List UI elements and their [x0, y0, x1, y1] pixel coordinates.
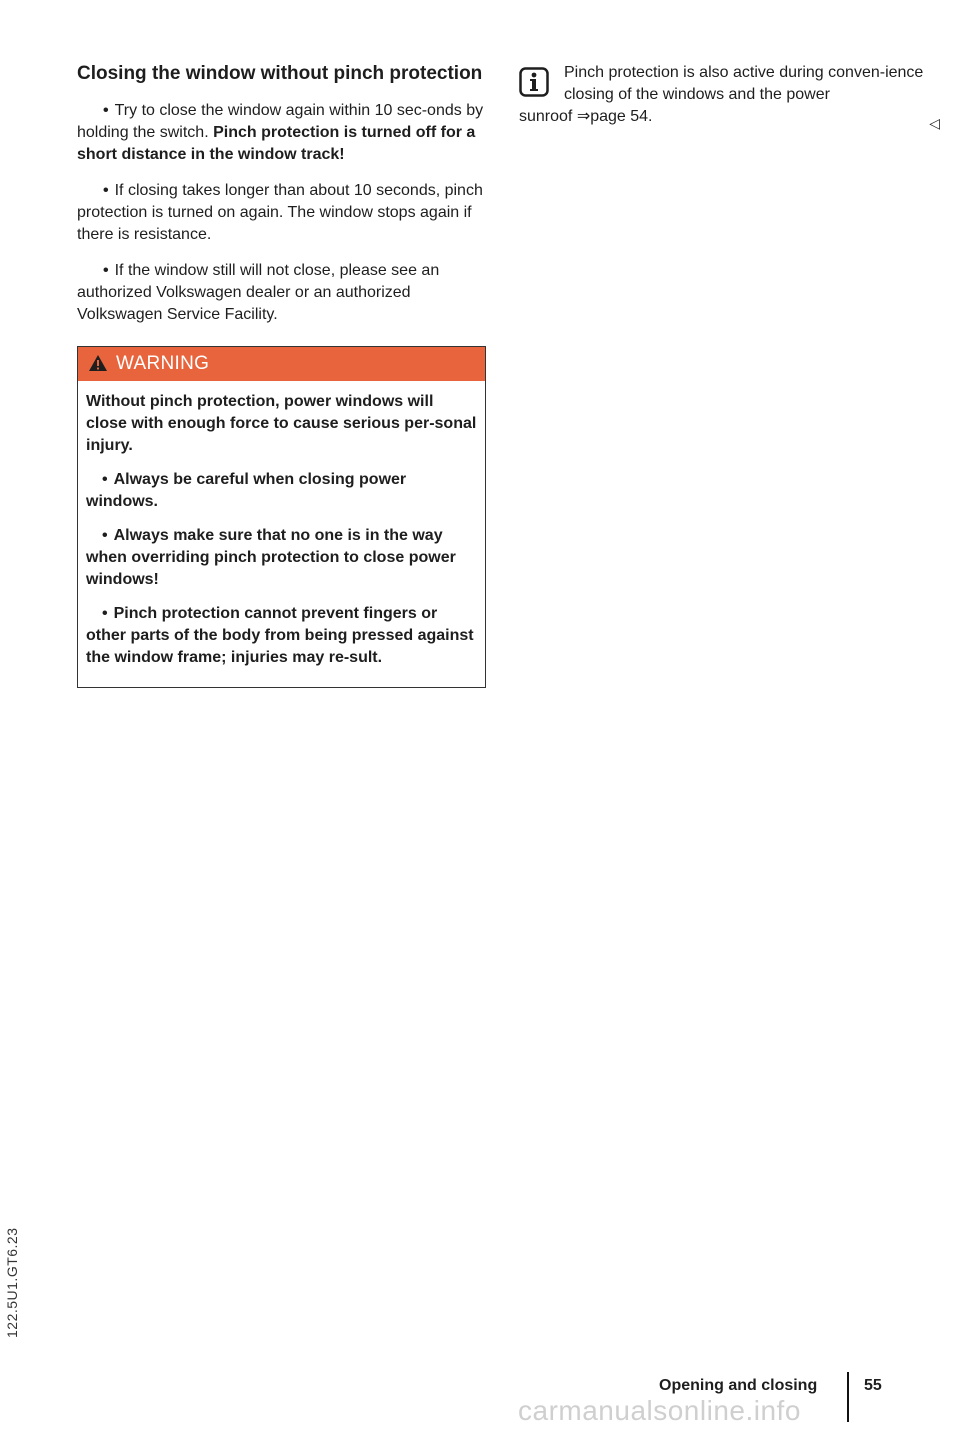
page-number: 55 [864, 1377, 882, 1394]
bullet-text: If closing takes longer than about 10 seconds, pinch protection is turned on again. The window stops again if there is resistance. [77, 182, 483, 243]
info-icon [519, 67, 549, 97]
warning-bullet-text: Always be careful when closing power windows. [86, 471, 407, 510]
warning-header [78, 347, 485, 381]
footer-divider [847, 1372, 849, 1422]
warning-label: WARNING [116, 353, 210, 374]
right-column [519, 62, 940, 131]
list-item: • If the window still will not close, please see an authorized Volkswagen dealer or an authorized Volkswagen Service Facility. [77, 262, 440, 323]
section-title: Closing the window without pinch protection [77, 63, 483, 84]
warning-bullet-text: Pinch protection cannot prevent fingers or other parts of the body from being pressed against the window frame; injuries may re-sult. [86, 605, 474, 666]
warning-bullet-text: Always make sure that no one is in the way when overriding pinch protection to close power windows! [86, 527, 456, 588]
watermark: carmanualsonline.info [518, 1395, 801, 1426]
side-code: 122.5U1.GT6.23 [4, 1227, 20, 1338]
back-arrow-icon: ◁ [929, 115, 940, 131]
note-text-end: sunroof ⇒page 54. [519, 108, 653, 125]
warning-body [78, 381, 485, 687]
list-item: • Pinch protection cannot prevent fingers or other parts of the body from being pressed against the window frame; injuries may re-sult. [86, 605, 474, 666]
bullet-text: Try to close the window again within 10 sec-onds by holding the switch. [77, 102, 484, 141]
warning-box [77, 346, 486, 688]
list-item: • Always be careful when closing power windows. [86, 471, 407, 510]
bullet-bold-text: Pinch protection is turned off for a short distance in the window track! [77, 124, 476, 163]
note-text: Pinch protection is also active during conven-ience closing of the windows and the power [564, 64, 924, 103]
warning-intro: Without pinch protection, power windows will close with enough force to cause serious per-sonal injury. [86, 393, 477, 454]
info-note [519, 62, 940, 131]
bullet-text: If the window still will not close, please see an authorized Volkswagen dealer or an authorized Volkswagen Service Facility. [77, 262, 440, 323]
list-item: • Try to close the window again within 10 sec-onds by holding the switch. Pinch protection is turned off for a short distance in the window track! [77, 102, 484, 163]
warning-triangle-icon [88, 354, 108, 372]
left-column [77, 62, 487, 688]
list-item: • Always make sure that no one is in the way when overriding pinch protection to close power windows! [86, 527, 456, 588]
footer-title: Opening and closing [659, 1377, 818, 1394]
list-item: • If closing takes longer than about 10 seconds, pinch protection is turned on again. The window stops again if there is resistance. [77, 182, 483, 243]
